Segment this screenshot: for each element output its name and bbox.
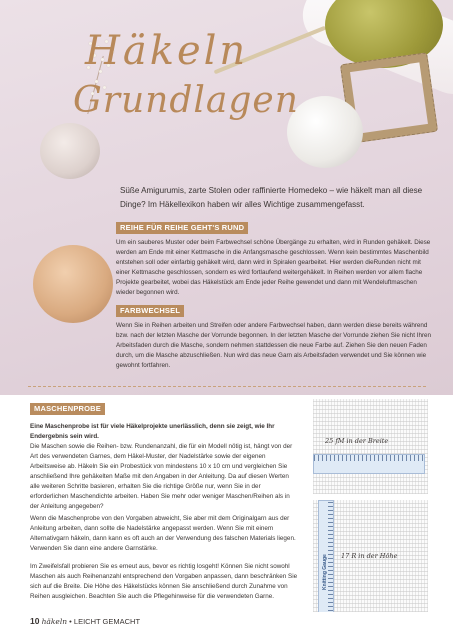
ruler-label: Knitting Gauge [322,554,328,590]
caption-width: 25 fM in der Breite [325,437,389,445]
gauge-paragraph-1: Die Maschen sowie die Reihen- bzw. Rundenanzahl, die für ein Modell nötig ist, hängt von der Art des verwendeten Garnes, dem Häkel-Muster, der Nadelstärke sowie der eigenen Arbeitsweise ab. Häkeln Sie ein Probestück von mindestens 10 x 10 cm und vergleichen Sie anschließend Ihre gehäkelten Maße mit den Angaben in der Anleitung. Da auf diesen Werten alle weiteren Schritte basieren, erhalten Sie die richtige Größe nur, wenn Sie in der erforderlichen Maschendichte arbeiten. Haben Sie mehr oder weniger Maschen/Reihen als in der Anleitung angegeben? [30,443,293,510]
section-text-color: Wenn Sie in Reihen arbeiten und Streifen oder andere Farbwechsel haben, dann werden diese bereits während bzw. nach der letzten Masche der Vorrunde begonnen. In der letzten Masche der Vorrunde ziehen Sie nicht Ihren Arbeitsfaden durch die Masche, sondern nehmen stattdessen die neue Farbe auf. Ziehen Sie den neuen Faden durch, um die Masche abzuschließen. Nun wird das neue Garn als Arbeitsfaden verwendet und Sie können wie gewohnt fortfahren. [116,322,432,369]
page-title-line2: Grundlagen [73,80,299,121]
section-heading-color: FARBWECHSEL [116,305,184,317]
page-footer [30,616,140,626]
page-title-line1: Häkeln [85,28,249,74]
gauge-lead-text: Eine Maschenprobe ist für viele Häkelprojekte unerlässlich, denn sie zeigt, wie Ihr Endergebnis sein wird. [30,423,275,440]
yarn-ball-beige [40,123,100,179]
yarn-ball-peach [33,245,113,323]
section-heading-rounds: REIHE FÜR REIHE GEHT'S RUND [116,222,248,234]
magazine-brand: häkeln [41,617,68,626]
section-heading-gauge: MASCHENPROBE [30,403,105,415]
section-divider [28,386,426,387]
caption-height: 17 R in der Höhe [341,552,398,560]
gauge-paragraph-2: Wenn die Maschenprobe von den Vorgaben abweicht, Sie aber mit dem Originalgarn aus der Anleitung arbeiten, dann sollte die Nadelstärke angepasst werden. Wenn Sie mit einem Alternativgarn häkeln, dann kann es oft auch an der Verwendung des falschen Materials liegen. Verwenden Sie dann eine andere Garnstärke. [30,515,296,552]
footer-separator: • [69,617,72,626]
ruler-horizontal [313,454,425,474]
gauge-paragraph-3: Im Zweifelsfall probieren Sie es erneut aus, bevor es richtig losgeht! Können Sie nicht sowohl Maschen als auch Reihenanzahl entsprechend den Vorgaben anpassen, dann beschränken Sie sich auf die Breite. Die Höhe des Häkelstücks können Sie anschließend durch Zunahme von Reihen ausgleichen. Beachten Sie auch die Pflegehinweise für die verwendeten Garne. [30,563,298,600]
page-number: 10 [30,616,40,626]
gauge-photo-width [313,399,428,494]
section-text-rounds: Um ein sauberes Muster oder beim Farbwechsel schöne Übergänge zu erhalten, wird in Runden gehäkelt. Diese werden am Ende mit einer Kettmasche in die Anfangsmasche geschlossen. Wenn kein bestimmtes Maschenbild entstehen soll oder einfarbig gehäkelt wird, dann wird in Spiralen gearbeitet. Hier werden dieRunden nicht mit einer Kettmasche geschlossen, sondern es wird fortlaufend weitergehäkelt. In Reihen werden vor allem flache Projekte gearbeitet, wobei das Häkelstück am Ende jeder Reihe gewendet und dann mit Wendeluftmaschen wieder begonnen wird. [116,239,431,296]
footer-subtitle: LEICHT GEMACHT [73,617,141,626]
intro-text: Süße Amigurumis, zarte Stolen oder raffinierte Homedeko – wie häkelt man all diese Dinge? Im Häkellexikon haben wir alles Wichtige zusammengefasst. [120,186,423,209]
gauge-photo-height [313,500,428,612]
